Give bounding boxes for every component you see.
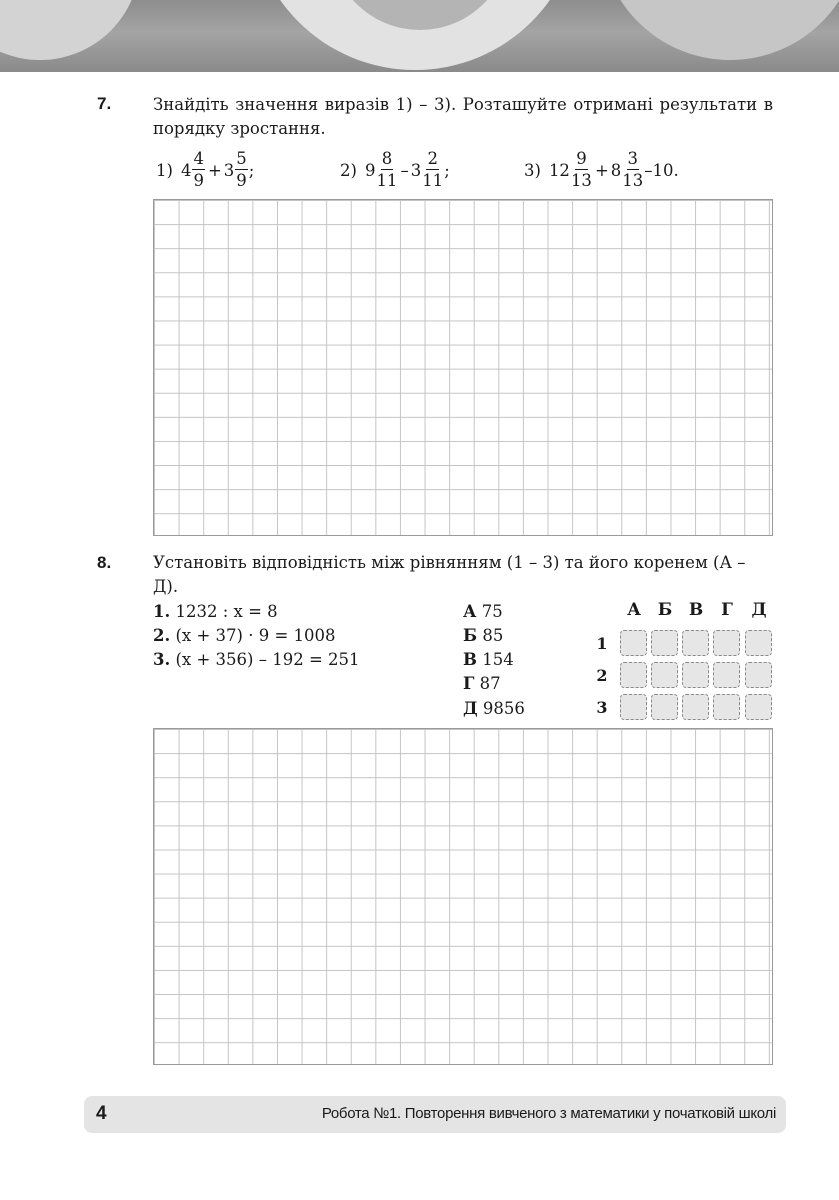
numerator: 8: [381, 149, 393, 168]
option-letter: Г: [463, 674, 475, 693]
header-banner: [0, 0, 839, 72]
operator: –: [400, 160, 409, 180]
expression-label: 2): [340, 160, 357, 180]
whole-part: 4: [180, 160, 192, 180]
equation-text: (x + 37) · 9 = 1008: [175, 626, 336, 645]
page-number: 4: [96, 1103, 107, 1124]
denominator: 13: [622, 171, 644, 190]
page-footer: [84, 1096, 786, 1133]
fraction: [235, 148, 248, 192]
whole-part: 3: [223, 160, 235, 180]
answer-cell-3-a[interactable]: [620, 694, 647, 720]
answer-col-header: В: [688, 600, 704, 620]
expression-tail: ;: [248, 160, 255, 180]
answer-col-header: Г: [721, 600, 733, 620]
expression-label: 1): [156, 160, 173, 180]
numerator: 9: [576, 149, 587, 168]
fraction: [376, 148, 397, 192]
answer-col-header: А: [627, 600, 641, 620]
task-7-text: Знайдіть значення виразів 1) – 3). Розташуйте отримані результати в порядку зростання.: [153, 95, 773, 138]
answer-row-header: 2: [596, 666, 608, 685]
numerator: 5: [236, 149, 247, 168]
equation-number: 3.: [153, 650, 171, 669]
answer-cell-2-v[interactable]: [682, 662, 709, 688]
equation-3: [153, 648, 360, 672]
whole-part: 12: [548, 160, 570, 180]
numerator: 3: [627, 149, 639, 168]
equation-text: 1232 : x = 8: [175, 602, 278, 621]
answer-col-header: Б: [657, 600, 673, 620]
answer-cell-3-b[interactable]: [651, 694, 678, 720]
banner-decor-right: [600, 0, 839, 60]
denominator: 11: [422, 171, 444, 190]
denominator: 13: [570, 171, 592, 190]
answer-cell-1-g[interactable]: [713, 630, 740, 656]
banner-decor-left: [0, 0, 140, 60]
equation-text: (x + 356) – 192 = 251: [175, 650, 360, 669]
answer-cell-2-d[interactable]: [745, 662, 772, 688]
option-v: [463, 648, 514, 672]
numerator: 4: [193, 149, 204, 168]
footer-title: Робота №1. Повторення вивченого з математики у початковій школі: [321, 1105, 776, 1122]
task-8-answer-grid[interactable]: [153, 728, 773, 1065]
task-7-answer-grid[interactable]: [153, 199, 773, 536]
equation-number: 1.: [153, 602, 171, 621]
expression-1: [156, 146, 254, 194]
answer-cell-2-b[interactable]: [651, 662, 678, 688]
answer-cell-1-a[interactable]: [620, 630, 647, 656]
fraction: [622, 148, 643, 192]
fraction: [192, 148, 205, 192]
answer-cell-1-d[interactable]: [745, 630, 772, 656]
task-8-text: Установіть відповідність між рівнянням (1 – 3) та його коренем (А – Д).: [153, 553, 746, 596]
denominator: 9: [236, 171, 247, 190]
task-8-number: 8.: [97, 553, 112, 572]
option-d: [463, 697, 525, 721]
equation-1: [153, 600, 278, 624]
answer-cell-1-v[interactable]: [682, 630, 709, 656]
answer-cell-3-g[interactable]: [713, 694, 740, 720]
operator: +: [207, 160, 222, 180]
answer-cell-2-g[interactable]: [713, 662, 740, 688]
option-letter: Б: [463, 626, 478, 645]
numerator: 2: [427, 149, 438, 168]
option-value: 75: [481, 602, 503, 621]
equation-number: 2.: [153, 626, 171, 645]
expression-tail: –10.: [644, 160, 679, 180]
answer-cell-3-d[interactable]: [745, 694, 772, 720]
answer-cell-3-v[interactable]: [682, 694, 709, 720]
expression-2: [340, 146, 450, 194]
whole-part: 9: [364, 160, 376, 180]
option-value: 9856: [482, 699, 525, 718]
operator: +: [594, 160, 609, 180]
option-g: [463, 672, 501, 696]
option-letter: В: [463, 650, 477, 669]
expression-tail: ;: [444, 160, 450, 180]
option-letter: Д: [463, 699, 478, 718]
option-letter: А: [463, 602, 477, 621]
expression-label: 3): [524, 160, 541, 180]
answer-cell-1-b[interactable]: [651, 630, 678, 656]
equation-2: [153, 624, 336, 648]
option-value: 154: [482, 650, 514, 669]
denominator: 9: [193, 171, 204, 190]
option-value: 87: [479, 674, 501, 693]
answer-row-header: 1: [596, 634, 608, 653]
whole-part: 3: [410, 160, 422, 180]
whole-part: 8: [610, 160, 622, 180]
fraction: [422, 148, 443, 192]
option-b: [463, 624, 503, 648]
option-a: [463, 600, 503, 624]
fraction: [571, 148, 592, 192]
expression-3: [524, 146, 679, 194]
answer-col-header: Д: [751, 600, 767, 620]
option-value: 85: [482, 626, 504, 645]
task-7-number: 7.: [97, 94, 112, 113]
denominator: 11: [376, 171, 398, 190]
answer-cell-2-a[interactable]: [620, 662, 647, 688]
answer-row-header: 3: [596, 698, 608, 717]
